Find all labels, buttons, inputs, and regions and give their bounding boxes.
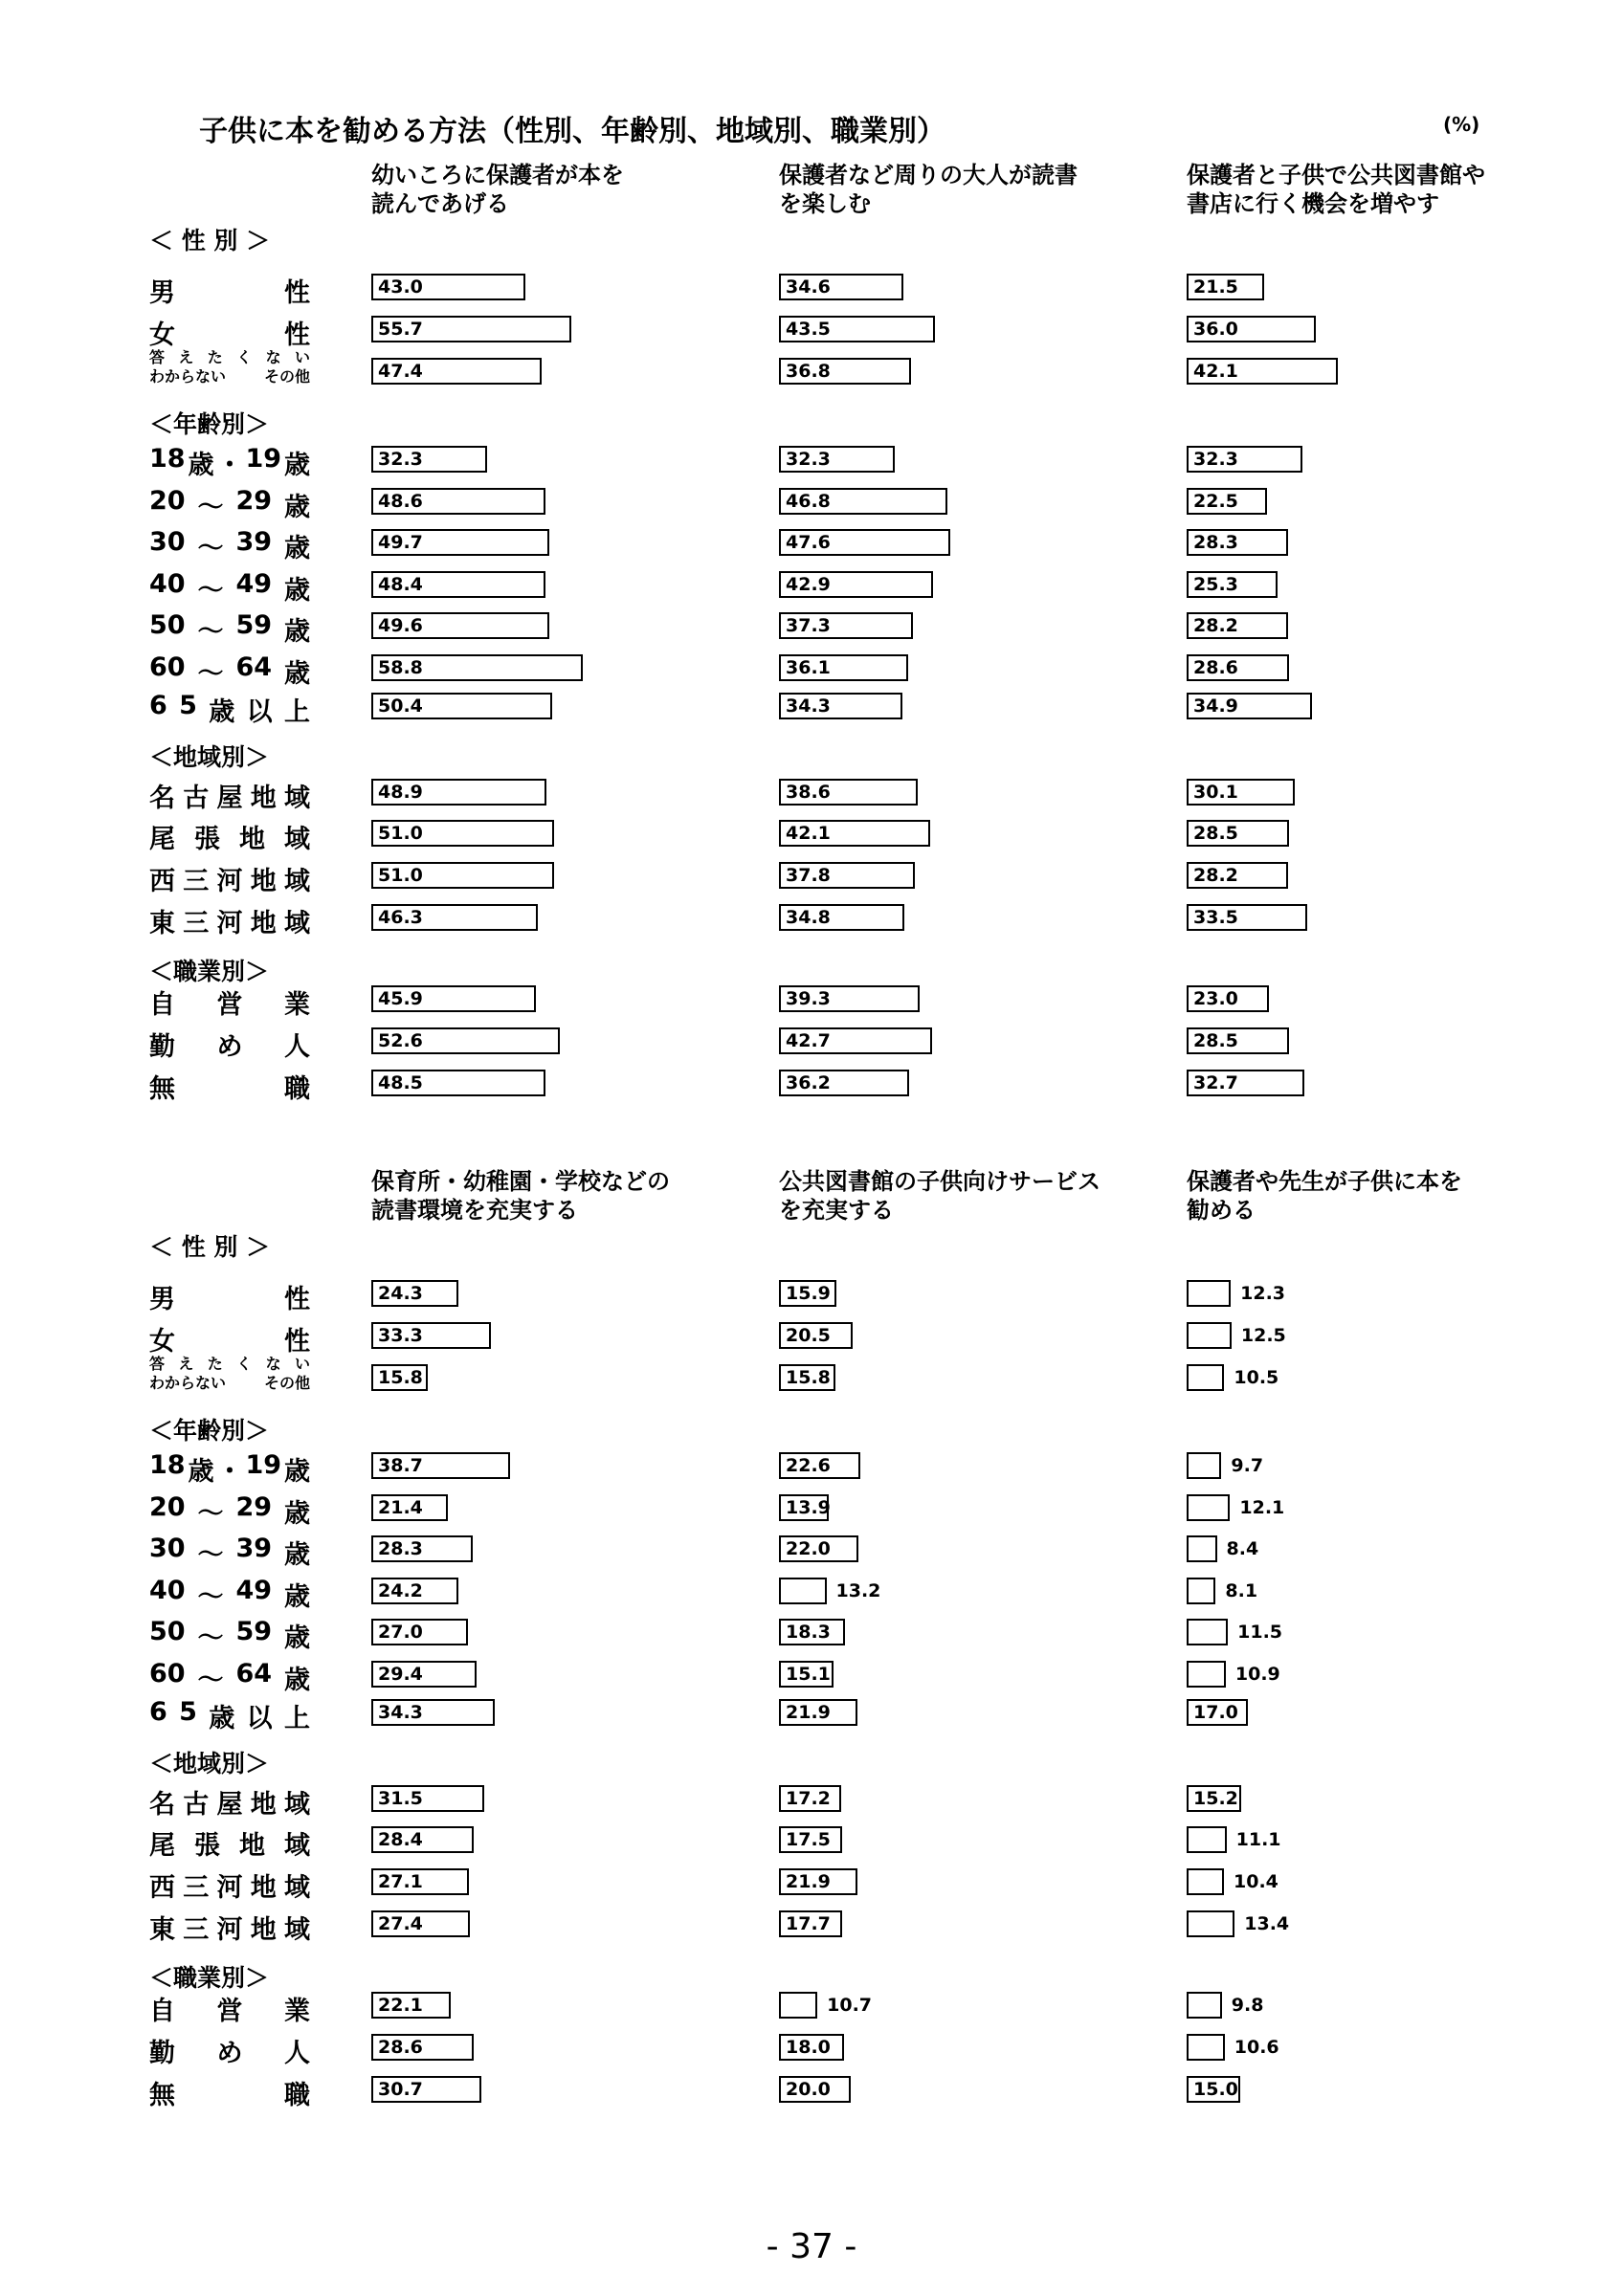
bar-value-s2-r5: 8.4 [1226, 1538, 1259, 1559]
row-label-11: 尾 張 地 域 [149, 825, 310, 854]
bar-value-s0-r13: 27.4 [378, 1913, 423, 1934]
page-title: 子供に本を勧める方法（性別、年齢別、地域別、職業別） [199, 115, 945, 148]
bar-value-s0-r15: 28.6 [378, 2037, 423, 2058]
section-header-2: ＜年齢別＞ [149, 1417, 270, 1445]
row-label-14: 自 営 業 [149, 990, 310, 1020]
bar-value-s0-r10: 48.9 [378, 782, 423, 803]
bar-value-s0-r4: 21.4 [378, 1497, 423, 1518]
bar-value-s2-r2: 10.5 [1234, 1367, 1279, 1388]
bar-value-s0-r7: 49.6 [378, 615, 423, 636]
bar-s2-r13 [1187, 1910, 1234, 1937]
row-label-11: 尾 張 地 域 [149, 1831, 310, 1861]
bar-value-s0-r14: 45.9 [378, 988, 423, 1009]
bar-value-s2-r11: 11.1 [1235, 1829, 1281, 1850]
bar-s2-r4 [1187, 1494, 1230, 1521]
bar-value-s2-r6: 25.3 [1193, 574, 1238, 595]
bar-value-s0-r12: 27.1 [378, 1871, 423, 1892]
bar-value-s1-r9: 34.3 [786, 695, 831, 717]
bar-value-s2-r4: 12.1 [1239, 1497, 1285, 1518]
bar-value-s2-r11: 28.5 [1193, 823, 1238, 844]
bar-value-s2-r13: 33.5 [1193, 907, 1238, 928]
row-label-8: 60 ～ 64 歳 [149, 1659, 310, 1695]
bar-value-s2-r0: 21.5 [1193, 276, 1238, 298]
bar-value-s0-r4: 48.6 [378, 491, 423, 512]
bar-value-s2-r8: 28.6 [1193, 657, 1238, 678]
bar-value-s1-r8: 15.1 [786, 1664, 831, 1685]
bar-value-s1-r14: 39.3 [786, 988, 831, 1009]
row-label-15: 勤 め 人 [149, 1032, 310, 1062]
series-header-0: 幼いころに保護者が本を 読んであげる [371, 162, 624, 217]
bar-value-s1-r5: 22.0 [786, 1538, 831, 1559]
bar-s2-r7 [1187, 1619, 1228, 1645]
row-label-6: 40 ～ 49 歳 [149, 569, 310, 606]
bar-value-s0-r1: 33.3 [378, 1325, 423, 1346]
bar-value-s0-r6: 48.4 [378, 574, 423, 595]
row-label-0: 男 性 [149, 278, 310, 308]
bar-value-s0-r7: 27.0 [378, 1622, 423, 1643]
bar-value-s0-r8: 58.8 [378, 657, 423, 678]
bar-value-s2-r9: 34.9 [1193, 695, 1238, 717]
bar-s2-r1 [1187, 1322, 1232, 1349]
row-label-14: 自 営 業 [149, 1997, 310, 2026]
row-label-5: 30 ～ 39 歳 [149, 527, 310, 563]
bar-value-s2-r5: 28.3 [1193, 532, 1238, 553]
upper-chart-panel [0, 0, 1623, 1104]
bar-value-s1-r1: 43.5 [786, 319, 831, 340]
bar-s1-r14 [779, 1992, 817, 2019]
bar-value-s0-r10: 31.5 [378, 1788, 423, 1809]
row-label-4: 20 ～ 29 歳 [149, 486, 310, 522]
bar-value-s2-r16: 15.0 [1193, 2079, 1238, 2100]
bar-value-s1-r5: 47.6 [786, 532, 831, 553]
bar-value-s2-r4: 22.5 [1193, 491, 1238, 512]
bar-value-s0-r6: 24.2 [378, 1580, 423, 1601]
bar-value-s0-r5: 28.3 [378, 1538, 423, 1559]
row-label-7: 50 ～ 59 歳 [149, 1617, 310, 1653]
bar-value-s2-r7: 28.2 [1193, 615, 1238, 636]
bar-value-s1-r9: 21.9 [786, 1702, 831, 1723]
bar-value-s1-r3: 32.3 [786, 449, 831, 470]
bar-s2-r14 [1187, 1992, 1222, 2019]
bar-value-s1-r0: 15.9 [786, 1283, 831, 1304]
section-header-0: ＜ 性 別 ＞ [149, 1233, 271, 1261]
bar-value-s2-r14: 23.0 [1193, 988, 1238, 1009]
bar-value-s0-r1: 55.7 [378, 319, 423, 340]
bar-value-s0-r15: 52.6 [378, 1030, 423, 1051]
row-label-1: 女 性 [149, 320, 310, 350]
bar-s2-r3 [1187, 1452, 1221, 1479]
bar-s2-r8 [1187, 1661, 1226, 1688]
bar-value-s1-r4: 46.8 [786, 491, 831, 512]
bar-value-s0-r2: 15.8 [378, 1367, 423, 1388]
row-label-13: 東 三 河 地 域 [149, 909, 310, 938]
bar-value-s0-r16: 48.5 [378, 1072, 423, 1093]
bar-value-s1-r2: 36.8 [786, 361, 831, 382]
row-label-13: 東 三 河 地 域 [149, 1915, 310, 1945]
bar-value-s1-r6: 13.2 [835, 1580, 881, 1601]
bar-value-s0-r14: 22.1 [378, 1995, 423, 2016]
page-number: - 37 - [766, 2227, 857, 2266]
bar-value-s2-r14: 9.8 [1231, 1995, 1264, 2016]
row-label-6: 40 ～ 49 歳 [149, 1576, 310, 1612]
section-header-2: ＜年齢別＞ [149, 410, 270, 438]
bar-value-s2-r12: 10.4 [1234, 1871, 1278, 1892]
bar-s2-r15 [1187, 2034, 1225, 2061]
bar-value-s1-r8: 36.1 [786, 657, 831, 678]
section-header-4: ＜職業別＞ [149, 958, 270, 985]
bar-value-s1-r15: 18.0 [786, 2037, 831, 2058]
bar-value-s1-r12: 21.9 [786, 1871, 831, 1892]
bar-s2-r6 [1187, 1578, 1215, 1604]
row-label-9: 6 5 歳 以 上 [149, 691, 310, 727]
bar-value-s2-r6: 8.1 [1225, 1580, 1258, 1601]
row-label-10: 名 古 屋 地 域 [149, 784, 310, 813]
series-header-2: 保護者や先生が子供に本を 勧める [1187, 1168, 1462, 1224]
bar-s2-r5 [1187, 1535, 1217, 1562]
row-label-4: 20 ～ 29 歳 [149, 1492, 310, 1529]
bar-value-s2-r1: 36.0 [1193, 319, 1238, 340]
section-header-0: ＜ 性 別 ＞ [149, 227, 271, 254]
bar-value-s1-r10: 17.2 [786, 1788, 831, 1809]
bar-value-s0-r5: 49.7 [378, 532, 423, 553]
bar-value-s0-r3: 38.7 [378, 1455, 423, 1476]
bar-value-s1-r2: 15.8 [786, 1367, 831, 1388]
bar-value-s2-r10: 15.2 [1193, 1788, 1238, 1809]
bar-value-s1-r16: 20.0 [786, 2079, 831, 2100]
row-label-2: 答 え た く な い わからない その他 [149, 1355, 310, 1392]
bar-value-s2-r8: 10.9 [1234, 1664, 1280, 1685]
bar-value-s0-r0: 43.0 [378, 276, 423, 298]
bar-value-s1-r0: 34.6 [786, 276, 831, 298]
bar-value-s2-r3: 32.3 [1193, 449, 1238, 470]
bar-value-s0-r3: 32.3 [378, 449, 423, 470]
bar-value-s0-r16: 30.7 [378, 2079, 423, 2100]
row-label-8: 60 ～ 64 歳 [149, 652, 310, 689]
bar-value-s0-r9: 50.4 [378, 695, 423, 717]
row-label-5: 30 ～ 39 歳 [149, 1534, 310, 1570]
bar-value-s2-r2: 42.1 [1193, 361, 1238, 382]
row-label-2: 答 え た く な い わからない その他 [149, 348, 310, 386]
row-label-10: 名 古 屋 地 域 [149, 1790, 310, 1820]
bar-value-s0-r11: 51.0 [378, 823, 423, 844]
row-label-16: 無 職 [149, 1074, 310, 1104]
lower-chart-panel [0, 1014, 1623, 2110]
bar-value-s0-r9: 34.3 [378, 1702, 423, 1723]
bar-value-s0-r12: 51.0 [378, 865, 423, 886]
row-label-1: 女 性 [149, 1327, 310, 1357]
row-label-9: 6 5 歳 以 上 [149, 1697, 310, 1733]
bar-s2-r11 [1187, 1826, 1227, 1853]
bar-s2-r0 [1187, 1280, 1231, 1307]
row-label-0: 男 性 [149, 1285, 310, 1314]
bar-value-s2-r16: 32.7 [1193, 1072, 1238, 1093]
bar-value-s1-r10: 38.6 [786, 782, 831, 803]
bar-value-s1-r12: 37.8 [786, 865, 831, 886]
bar-value-s0-r8: 29.4 [378, 1664, 423, 1685]
row-label-15: 勤 め 人 [149, 2039, 310, 2068]
bar-value-s2-r1: 12.5 [1240, 1325, 1286, 1346]
bar-s1-r6 [779, 1578, 827, 1604]
series-header-1: 公共図書館の子供向けサービス を充実する [779, 1168, 1101, 1224]
bar-value-s1-r14: 10.7 [827, 1995, 873, 2016]
bar-value-s1-r15: 42.7 [786, 1030, 831, 1051]
bar-value-s1-r4: 13.9 [786, 1497, 831, 1518]
bar-s2-r12 [1187, 1868, 1224, 1895]
bar-value-s2-r3: 9.7 [1231, 1455, 1264, 1476]
bar-value-s0-r11: 28.4 [378, 1829, 423, 1850]
row-label-7: 50 ～ 59 歳 [149, 610, 310, 647]
bar-value-s1-r1: 20.5 [786, 1325, 831, 1346]
bar-value-s2-r9: 17.0 [1193, 1702, 1238, 1723]
series-header-2: 保護者と子供で公共図書館や 書店に行く機会を増やす [1187, 162, 1485, 217]
series-header-1: 保護者など周りの大人が読書 を楽しむ [779, 162, 1078, 217]
bar-value-s1-r13: 17.7 [786, 1913, 831, 1934]
bar-value-s2-r10: 30.1 [1193, 782, 1238, 803]
bar-value-s1-r16: 36.2 [786, 1072, 831, 1093]
series-header-0: 保育所・幼稚園・学校などの 読書環境を充実する [371, 1168, 670, 1224]
bar-value-s1-r7: 18.3 [786, 1622, 831, 1643]
bar-value-s2-r7: 11.5 [1237, 1622, 1283, 1643]
bar-value-s2-r15: 10.6 [1234, 2037, 1279, 2058]
bar-value-s2-r12: 28.2 [1193, 865, 1238, 886]
bar-value-s2-r15: 28.5 [1193, 1030, 1238, 1051]
section-header-3: ＜地域別＞ [149, 1750, 270, 1777]
row-label-12: 西 三 河 地 域 [149, 867, 310, 896]
bar-value-s1-r3: 22.6 [786, 1455, 831, 1476]
row-label-3: 18 歳 ・ 19 歳 [149, 1450, 310, 1487]
bar-s2-r2 [1187, 1364, 1224, 1391]
section-header-4: ＜職業別＞ [149, 1964, 270, 1992]
bar-value-s0-r2: 47.4 [378, 361, 423, 382]
bar-value-s0-r0: 24.3 [378, 1283, 423, 1304]
bar-value-s1-r6: 42.9 [786, 574, 831, 595]
bar-value-s2-r0: 12.3 [1240, 1283, 1286, 1304]
row-label-12: 西 三 河 地 域 [149, 1873, 310, 1903]
bar-value-s0-r13: 46.3 [378, 907, 423, 928]
bar-value-s1-r7: 37.3 [786, 615, 831, 636]
section-header-3: ＜地域別＞ [149, 743, 270, 771]
row-label-3: 18 歳 ・ 19 歳 [149, 444, 310, 480]
bar-value-s2-r13: 13.4 [1244, 1913, 1290, 1934]
bar-value-s1-r13: 34.8 [786, 907, 831, 928]
unit-label: (%) [1443, 113, 1480, 136]
bar-value-s1-r11: 42.1 [786, 823, 831, 844]
row-label-16: 無 職 [149, 2081, 310, 2110]
bar-value-s1-r11: 17.5 [786, 1829, 831, 1850]
